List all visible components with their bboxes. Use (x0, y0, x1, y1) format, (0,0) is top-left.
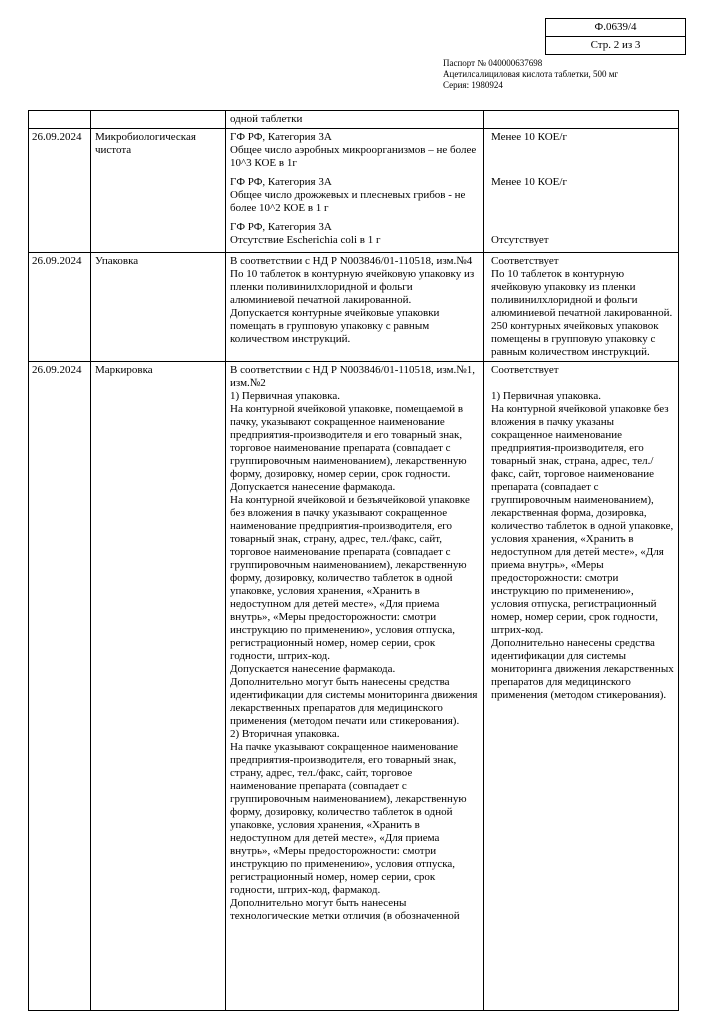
table-row-microbiology (29, 129, 678, 253)
empty-result-cell (484, 111, 678, 128)
result-cell: Менее 10 КОЕ/г (491, 176, 567, 188)
carryover-spec-cell: одной таблетки (226, 111, 484, 128)
microbiology-groups (226, 129, 678, 252)
specification-cell (226, 253, 484, 361)
paragraph: 2) Вторичная упаковка. (230, 728, 340, 740)
paragraph: 1) Первичная упаковка. (491, 390, 601, 402)
paragraph: ГФ РФ, Категория 3А (230, 176, 332, 188)
empty-param-cell (91, 111, 226, 128)
result-cell (484, 362, 678, 1010)
paragraph: ГФ РФ, Категория 3А (230, 131, 332, 143)
paragraph: Допускается контурные ячейковые упаковки помещать в групповую упаковку с равным количеством инструкций. (230, 307, 440, 345)
test-date: 26.09.2024 (29, 362, 91, 1010)
paragraph: 1) Первичная упаковка. (230, 390, 340, 402)
paragraph: По 10 таблеток в контурную ячейковую упаковку из пленки поливинилхлоридной и фольги алюминиевой печатной лакированной. (230, 268, 475, 306)
table-row-packaging (29, 253, 678, 362)
product-name: Ацетилсалициловая кислота таблетки, 500 мг (443, 69, 619, 79)
micro-group-yeast-mold (226, 174, 678, 219)
paragraph: Соответствует (491, 255, 559, 267)
paragraph: Соответствует (491, 364, 559, 376)
parameter-name: Упаковка (91, 253, 226, 361)
paragraph: ГФ РФ, Категория 3А (230, 221, 332, 233)
result-cell: Менее 10 КОЕ/г (491, 131, 567, 143)
paragraph: Общее число дрожжевых и плесневых грибов - не более 10^2 КОЕ в 1 г (230, 189, 466, 214)
test-date: 26.09.2024 (29, 129, 91, 252)
paragraph: Дополнительно могут быть нанесены технологические метки отличия (в обозначенной (230, 897, 460, 922)
specification-cell (226, 174, 484, 219)
paragraph: На контурной ячейковой упаковке, помещаемой в пачку, указывают сокращенное наименование предприятия-производителя и его товарный знак, торговое наименование препарата (совпадает с группировочным наименованием), лекарственную форму, дозировку, номер серии, срок годности. Допускается нанесение фармакода. (230, 403, 467, 493)
micro-group-ecoli (226, 219, 678, 252)
specification-cell (226, 362, 484, 1010)
form-code: Ф.0639/4 (546, 19, 685, 37)
paragraph: На контурной ячейковой упаковке без вложения в пачку указаны сокращенное наименование предприятия-производителя, его товарный знак, страна, адрес, тел./факс, сайт, торговое наименование препарата (совпадает с группировочным наименованием), лекарственная форма, дозировка, количество таблеток в одной упаковке, условия хранения, «Хранить в недоступном для детей месте», «Для приема внутрь», «Меры предосторожности: смотри инструкцию по применению», условия отпуска, регистрационный номер, номер серии, срок годности, штрих-код. (491, 403, 674, 636)
paragraph: На контурной ячейковой и безъячейковой упаковке без вложения в пачку указывают сокращенное наименование предприятия-производителя, его товарный знак, страну, адрес, тел./факс, сайт, торговое наименование препарата (совпадает с группировочным наименованием), лекарственную форму, дозировку, количество таблеток в одной упаковке, условия хранения, «Хранить в недоступном для детей месте», «Для приема внутрь», «Меры предосторожности: смотри инструкцию по применению», условия отпуска, регистрационный номер, номер серии, срок годности, штрих-код. (230, 494, 470, 662)
result-cell: Отсутствует (491, 234, 549, 246)
paragraph: Допускается нанесение фармакода. (230, 663, 396, 675)
paragraph: В соответствии с НД Р N003846/01-110518, изм.№4 (230, 255, 473, 267)
paragraph: В соответствии с НД Р N003846/01-110518, изм.№1, изм.№2 (230, 364, 475, 389)
paragraph: Дополнительно нанесены средства идентификации для системы мониторинга движения лекарственных препаратов для медицинского применения (методом стикерования). (491, 637, 674, 701)
parameter-name: Маркировка (91, 362, 226, 1010)
table-row-marking (29, 362, 678, 1010)
page-number: Стр. 2 из 3 (590, 39, 641, 51)
specification-cell (226, 219, 484, 252)
micro-group-aerobic (226, 129, 678, 174)
paragraph: Общее число аэробных микроорганизмов – не более 10^3 КОЕ в 1г (230, 144, 477, 169)
passport-number: Паспорт № 040000637698 (443, 58, 543, 68)
paragraph: Дополнительно могут быть нанесены средства идентификации для системы мониторинга движения лекарственных препаратов для медицинского применения (методом печати или стикерования). (230, 676, 478, 727)
empty-date-cell (29, 111, 91, 128)
specification-cell (226, 129, 484, 174)
results-table (28, 110, 679, 1011)
series-number: Серия: 1980924 (443, 80, 503, 90)
paragraph: По 10 таблеток в контурную ячейковую упаковку из пленки поливинилхлоридной и фольги алюминиевой печатной лакированной. 250 контурных ячейковых упаковок помещены в групповую упаковку с равным количеством инструкций. (491, 268, 673, 358)
parameter-name: Микробиологическая чистота (91, 129, 226, 252)
paragraph (491, 377, 674, 390)
test-date: 26.09.2024 (29, 253, 91, 361)
paragraph: Отсутствие Escherichia coli в 1 г (230, 234, 381, 246)
table-row-carryover (29, 111, 678, 129)
passport-info (443, 58, 618, 91)
paragraph: На пачке указывают сокращенное наименование предприятия-производителя, его товарный знак, страну, адрес, тел./факс, сайт, торговое наименование препарата (совпадает с группировочным наименованием), лекарственную форму, дозировку, количество таблеток в одной упаковке, условия хранения, «Хранить в недоступном для детей месте», «Для приема внутрь», «Меры предосторожности: смотри инструкцию по применению», условия отпуска, регистрационный номер, номер серии, срок годности, штрих-код, фармакод. (230, 741, 467, 896)
form-code-box (545, 18, 686, 55)
result-cell (484, 253, 678, 361)
